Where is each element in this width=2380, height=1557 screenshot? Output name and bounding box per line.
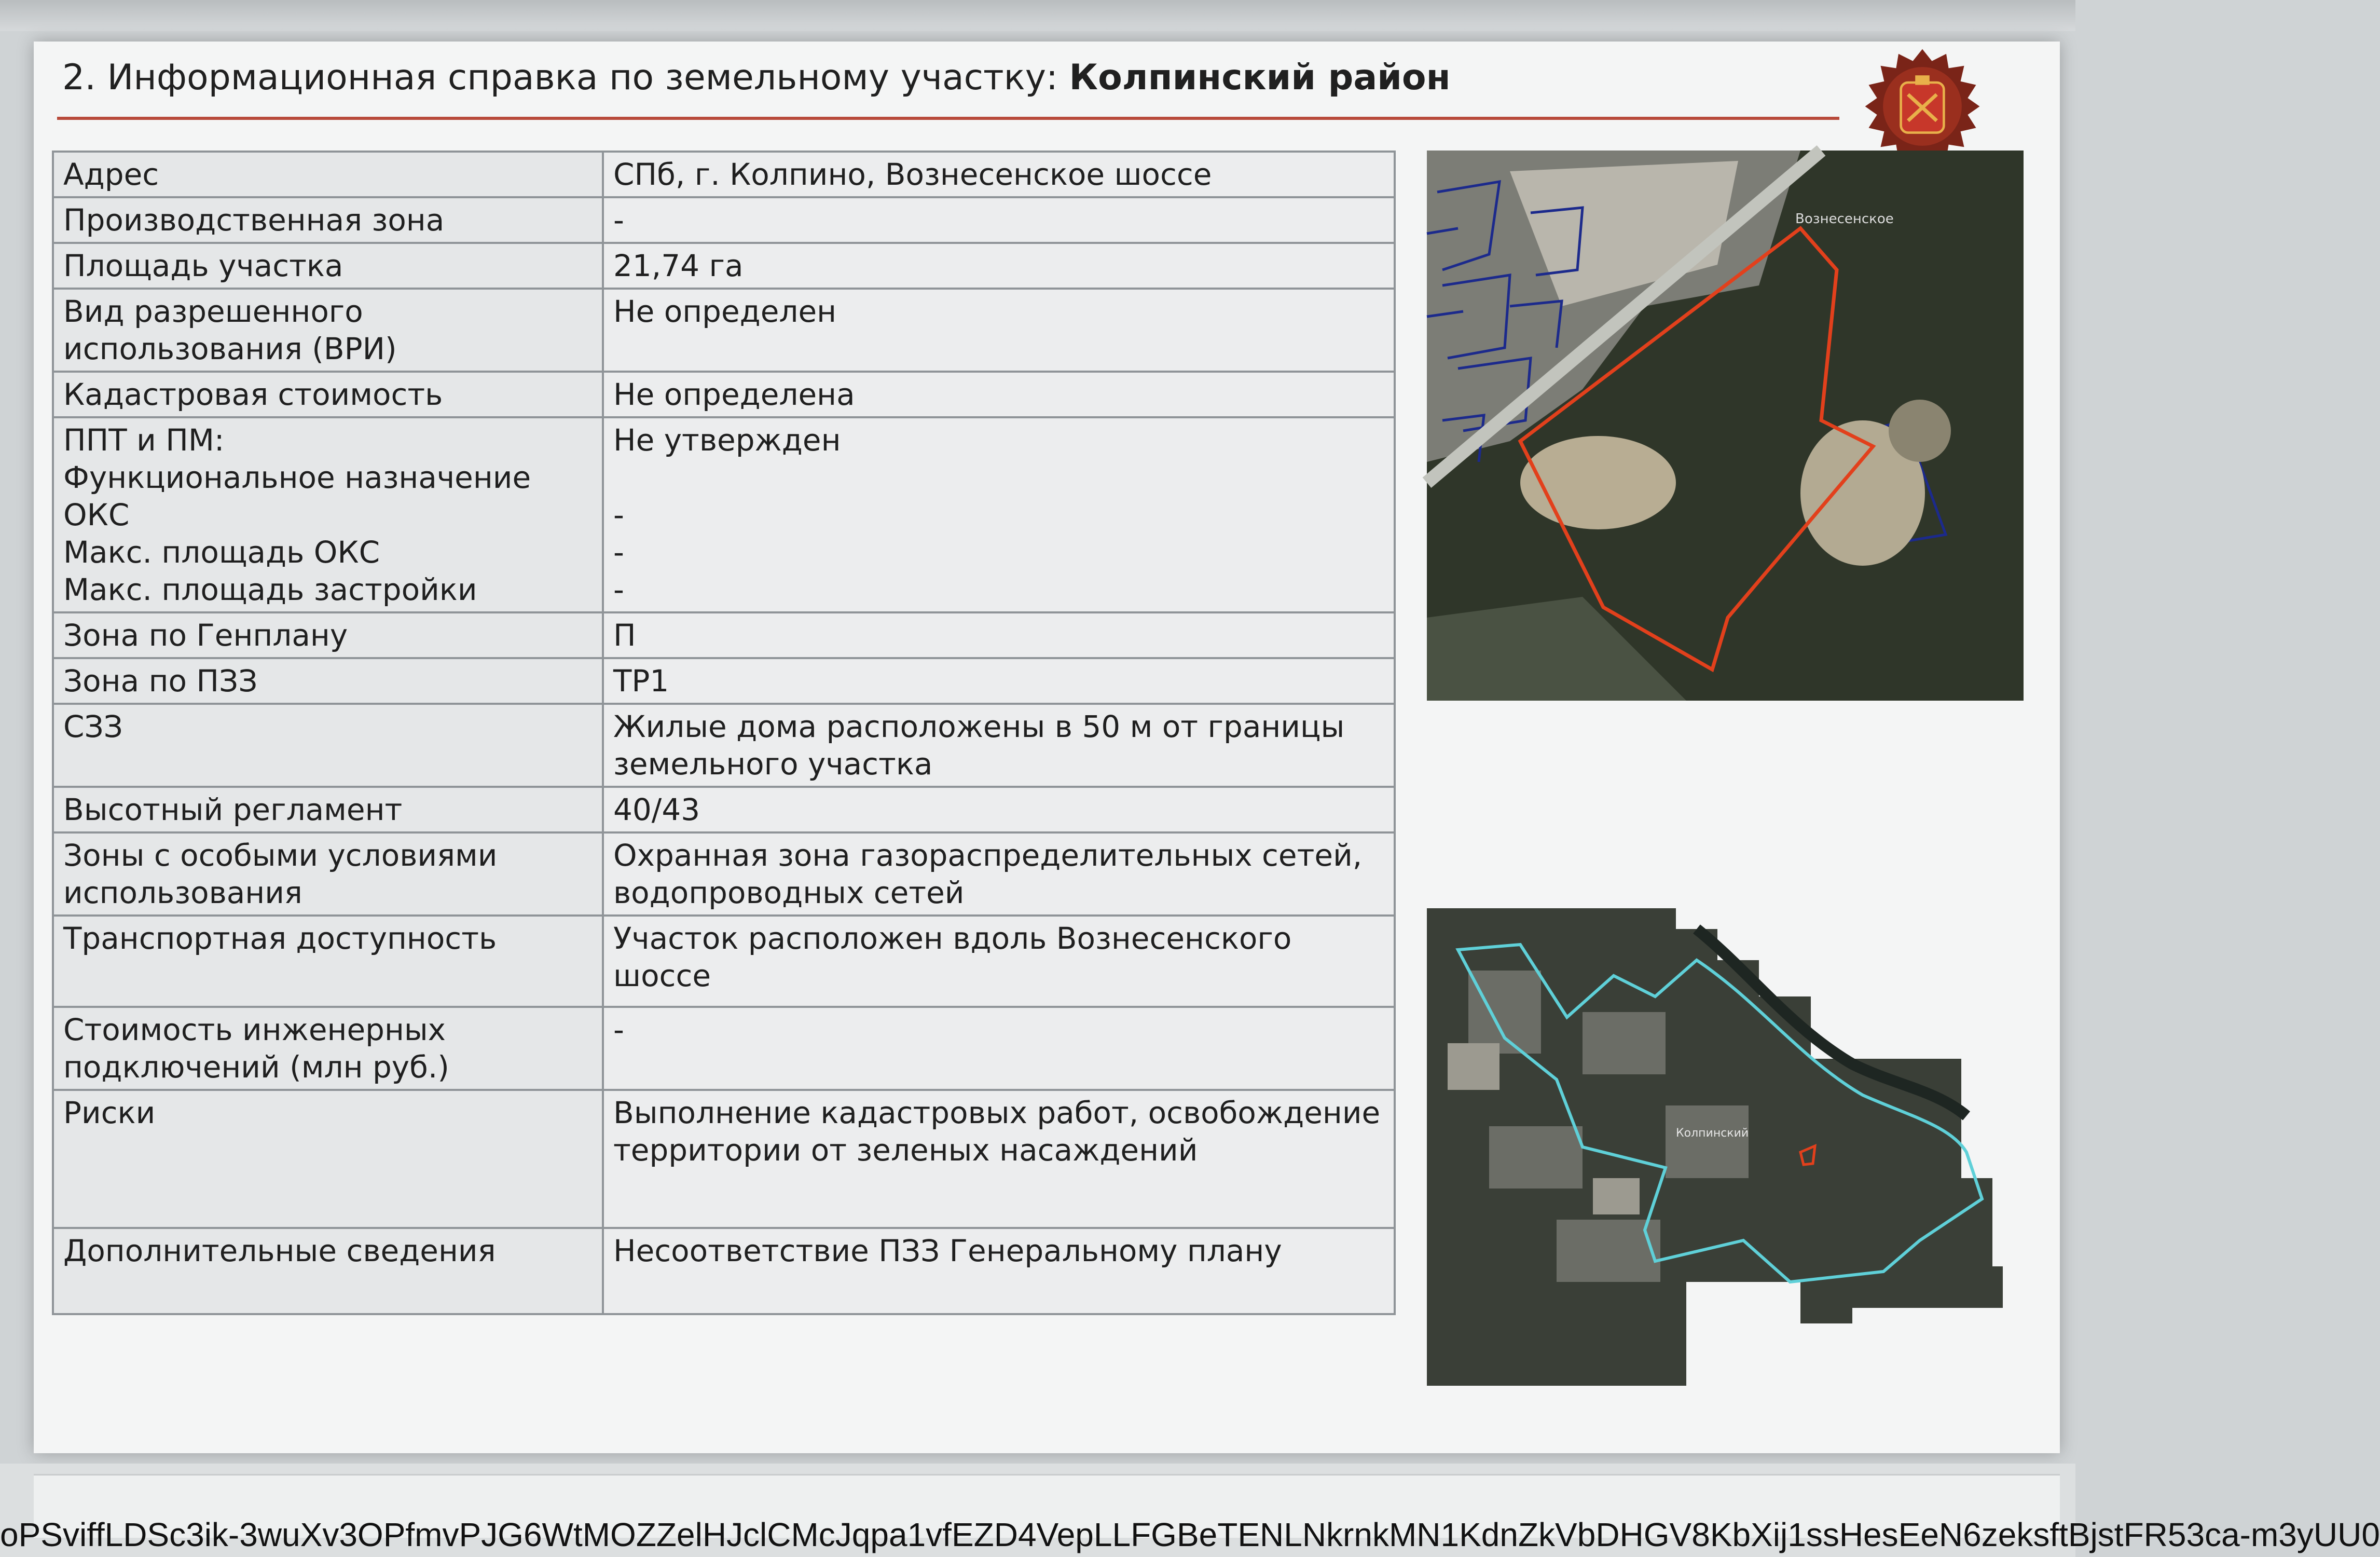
row-label: Производственная зона [53,197,603,243]
browser-top-strip [0,0,2075,31]
table-row [53,1007,1395,1090]
row-label: Адрес [53,152,603,197]
row-value: - [603,1007,1395,1090]
ppt-pm-value: Не утвержден [613,422,841,458]
title-district: Колпинский район [1069,57,1451,98]
row-label: Риски [53,1090,603,1228]
row-value: Охранная зона газораспределительных сетей, водопроводных сетей [603,832,1395,916]
table-row [53,417,1395,612]
ppt-pm-label: ППТ и ПМ: [63,422,225,458]
row-label: Площадь участка [53,243,603,289]
row-label: Кадастровая стоимость [53,372,603,417]
row-label: Стоимость инженерных подключений (млн руб.) [53,1007,603,1090]
table-row [53,832,1395,916]
site-satellite-map [1427,151,2024,701]
row-value: Жилые дома расположены в 50 м от границы земельного участка [603,704,1395,787]
district-label: Колпинский [1676,1127,1749,1140]
max-building-area-value: - [613,572,624,607]
row-value [603,417,1395,612]
land-info-table [52,151,1396,1315]
max-oks-area-value: - [613,535,624,570]
row-label: Зона по Генплану [53,612,603,658]
table-row [53,152,1395,197]
row-value: ТР1 [603,658,1395,704]
table-row [53,372,1395,417]
row-label: Зона по ПЗЗ [53,658,603,704]
row-value: 21,74 га [603,243,1395,289]
clearing [1889,400,1951,462]
page-title [62,57,1826,98]
table-row [53,916,1395,1007]
row-label [53,417,603,612]
max-oks-area-label: Макс. площадь ОКС [63,535,380,570]
row-value: Выполнение кадастровых работ, освобождение территории от зеленых насаждений [603,1090,1395,1228]
function-purpose-label: Функциональное назначение ОКС [63,460,531,532]
function-purpose-value: - [613,497,624,532]
map-place-label: Вознесенское [1795,211,1894,227]
row-value: СПб, г. Колпино, Вознесенское шоссе [603,152,1395,197]
row-value: Участок расположен вдоль Вознесенского шоссе [603,916,1395,1007]
title-prefix: 2. Информационная справка по земельному участку: [62,57,1069,98]
table-row [53,658,1395,704]
row-label: Зоны с особыми условиями использования [53,832,603,916]
row-value: П [603,612,1395,658]
table-row [53,787,1395,832]
table-row [53,289,1395,372]
table-row [53,612,1395,658]
max-building-area-label: Макс. площадь застройки [63,572,477,607]
table-row [53,197,1395,243]
row-value: Несоответствие ПЗЗ Генеральному плану [603,1228,1395,1314]
row-label: СЗЗ [53,704,603,787]
table-row [53,1228,1395,1314]
row-label: Высотный регламент [53,787,603,832]
sand-area [1520,436,1676,529]
row-label: Дополнительные сведения [53,1228,603,1314]
table-row [53,704,1395,787]
district-overview-map [1427,908,2024,1386]
row-value: - [603,197,1395,243]
table-row [53,1090,1395,1228]
row-value: Не определен [603,289,1395,372]
title-divider [57,117,1839,120]
url-address-text[interactable]: oPSviffLDSc3ik-3wuXv3OPfmvPJG6WtMOZZelHJclCMcJqpa1vfEZD4VepLLFGBeTENLNkrnkMN1KdnZkVbDHGV8KbXij1ssHesEeN6zeksftBjstFR53ca-m3yUU0 [0,1516,2380,1553]
row-value: 40/43 [603,787,1395,832]
row-label: Вид разрешенного использования (ВРИ) [53,289,603,372]
row-value: Не определена [603,372,1395,417]
table-row [53,243,1395,289]
row-label: Транспортная доступность [53,916,603,1007]
kolpino-emblem-icon [1863,47,1982,166]
